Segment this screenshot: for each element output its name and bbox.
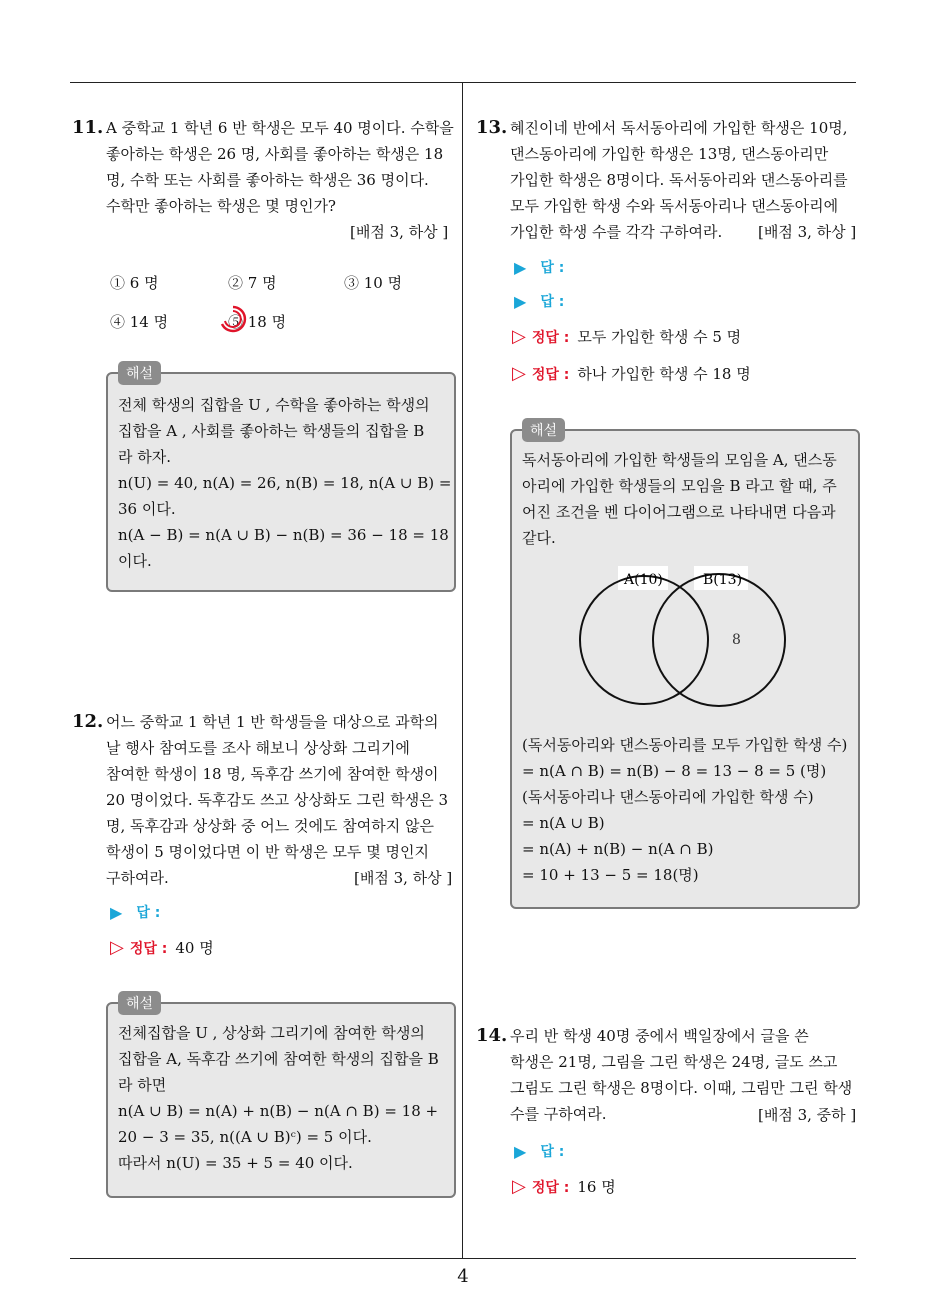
choice-5[interactable]: ⑤ 18 명: [228, 313, 287, 331]
answer-row-13a[interactable]: [514, 257, 564, 277]
q14-line: 수를 구하여라.: [510, 1105, 607, 1123]
sol-line: (독서동아리와 댄스동아리를 모두 가입한 학생 수): [522, 736, 848, 754]
answer-row-13b[interactable]: [514, 291, 564, 311]
question-12-text: [106, 709, 448, 891]
correct-value: 16 명: [577, 1178, 616, 1196]
sol-line: n(A − B) = n(A ∪ B) − n(B) = 36 − 18 = 18: [118, 526, 449, 544]
sol-line: 전체집합을 U , 상상화 그리기에 참여한 학생의: [118, 1024, 425, 1042]
correct-value: 40 명: [175, 939, 214, 957]
sol-line: 이다.: [118, 552, 152, 570]
q13-line: 가입한 학생 수를 각각 구하여라.: [510, 223, 723, 241]
sol-line: 같다.: [522, 529, 556, 547]
question-13-score: [배점 3, 하상 ]: [758, 223, 857, 241]
correct-answer-row-13a: [512, 326, 741, 347]
correct-answer-row-12: [110, 937, 214, 958]
correct-label: 정답 :: [531, 1179, 570, 1196]
q12-line: 날 행사 참여도를 조사 해보니 상상화 그리기에: [106, 739, 410, 757]
answer-label: 답 :: [540, 294, 565, 310]
bottom-rule: [70, 1258, 856, 1259]
filled-triangle-icon: ▶: [514, 257, 527, 277]
question-11-number: 11.: [72, 117, 104, 138]
sol-line: n(A ∪ B) = n(A) + n(B) − n(A ∩ B) = 18 +: [118, 1102, 439, 1120]
answer-row-14[interactable]: [514, 1141, 564, 1161]
correct-answer-row-14: [512, 1176, 616, 1197]
answer-row-12[interactable]: [110, 902, 160, 922]
sol-line: = 10 + 13 − 5 = 18(명): [522, 866, 699, 884]
question-11-score: [배점 3, 하상 ]: [350, 223, 449, 241]
choice-1[interactable]: ① 6 명: [110, 274, 159, 292]
q13-line: 모두 가입한 학생 수와 독서동아리나 댄스동아리에: [510, 197, 839, 215]
sol-line: 따라서 n(U) = 35 + 5 = 40 이다.: [118, 1154, 353, 1172]
column-divider: [462, 82, 463, 1258]
sol-line: 36 이다.: [118, 500, 176, 518]
sol-line: 라 하면: [118, 1076, 167, 1094]
solution-tag: 해설: [522, 418, 565, 442]
filled-triangle-icon: ▶: [514, 1141, 527, 1161]
venn-b-only-value: 8: [732, 632, 741, 648]
q13-line: 댄스동아리에 가입한 학생은 13명, 댄스동아리만: [510, 145, 829, 163]
question-11-text: [106, 115, 454, 219]
question-12-score: [배점 3, 하상 ]: [354, 869, 453, 887]
q12-line: 20 명이었다. 독후감도 쓰고 상상화도 그린 학생은 3: [106, 791, 449, 809]
sol-line: 독서동아리에 가입한 학생들의 모임을 A, 댄스동: [522, 451, 837, 469]
q12-line: 학생이 5 명이었다면 이 반 학생은 모두 몇 명인지: [106, 843, 429, 861]
sol-line: = n(A) + n(B) − n(A ∩ B): [522, 840, 714, 858]
sol-line: 아리에 가입한 학생들의 모임을 B 라고 할 때, 주: [522, 477, 837, 495]
q14-line: 학생은 21명, 그림을 그린 학생은 24명, 글도 쓰고: [510, 1053, 838, 1071]
q11-line: A 중학교 1 학년 6 반 학생은 모두 40 명이다. 수학을: [106, 119, 454, 137]
answer-label: 답 :: [540, 260, 565, 276]
outline-triangle-icon: ▷: [512, 326, 526, 347]
correct-label: 정답 :: [531, 366, 570, 383]
venn-label-b: B(13): [703, 572, 743, 588]
answer-label: 답 :: [136, 905, 161, 921]
sol-line: (독서동아리나 댄스동아리에 가입한 학생 수): [522, 788, 814, 806]
solution-tag: 해설: [118, 991, 161, 1015]
venn-circle-a: [580, 576, 708, 704]
selected-answer-circle-icon: [218, 304, 248, 334]
sol-line: 집합을 A , 사회를 좋아하는 학생들의 집합을 B: [118, 422, 425, 440]
answer-label: 답 :: [540, 1144, 565, 1160]
correct-value: 모두 가입한 학생 수 5 명: [577, 328, 742, 346]
sol-line: 전체 학생의 집합을 U , 수학을 좋아하는 학생의: [118, 396, 430, 414]
venn-circle-b: [653, 574, 785, 706]
solution-12-text: [118, 1020, 439, 1176]
choice-2[interactable]: ② 7 명: [228, 274, 277, 292]
choice-3[interactable]: ③ 10 명: [344, 274, 403, 292]
q14-line: 그림도 그린 학생은 8명이다. 이때, 그림만 그린 학생: [510, 1079, 853, 1097]
sol-line: 20 − 3 = 35, n((A ∪ B)ᶜ) = 5 이다.: [118, 1128, 372, 1146]
q11-line: 좋아하는 학생은 26 명, 사회를 좋아하는 학생은 18: [106, 145, 444, 163]
q12-line: 참여한 학생이 18 명, 독후감 쓰기에 참여한 학생이: [106, 765, 439, 783]
correct-label: 정답 :: [531, 329, 570, 346]
solution-13-calc: [522, 732, 847, 888]
question-14-score: [배점 3, 중하 ]: [758, 1106, 857, 1124]
question-13-number: 13.: [476, 117, 508, 138]
q14-line: 우리 반 학생 40명 중에서 백일장에서 글을 쓴: [510, 1027, 809, 1045]
sol-line: = n(A ∩ B) = n(B) − 8 = 13 − 8 = 5 (명): [522, 762, 827, 780]
filled-triangle-icon: ▶: [514, 291, 527, 311]
q12-line: 구하여라.: [106, 869, 169, 887]
solution-11-text: [118, 392, 451, 574]
q13-line: 혜진이네 반에서 독서동아리에 가입한 학생은 10명,: [510, 119, 848, 137]
venn-diagram: [576, 564, 792, 712]
q12-line: 어느 중학교 1 학년 1 반 학생들을 대상으로 과학의: [106, 713, 439, 731]
question-12-number: 12.: [72, 711, 104, 732]
q12-line: 명, 독후감과 상상화 중 어느 것에도 참여하지 않은: [106, 817, 434, 835]
sol-line: n(U) = 40, n(A) = 26, n(B) = 18, n(A ∪ B) =: [118, 474, 452, 492]
top-rule: [70, 82, 856, 83]
question-14-number: 14.: [476, 1025, 508, 1046]
venn-label-a: A(10): [624, 572, 663, 588]
sol-line: 집합을 A, 독후감 쓰기에 참여한 학생의 집합을 B: [118, 1050, 439, 1068]
sol-line: 라 하자.: [118, 448, 172, 466]
correct-answer-row-13b: [512, 363, 751, 384]
filled-triangle-icon: ▶: [110, 902, 123, 922]
correct-value: 하나 가입한 학생 수 18 명: [577, 365, 751, 383]
solution-13-intro: [522, 447, 837, 551]
page-number: 4: [457, 1266, 469, 1287]
sol-line: = n(A ∪ B): [522, 814, 605, 832]
q13-line: 가입한 학생은 8명이다. 독서동아리와 댄스동아리를: [510, 171, 848, 189]
sol-line: 어진 조건을 벤 다이어그램으로 나타내면 다음과: [522, 503, 836, 521]
q11-line: 명, 수학 또는 사회를 좋아하는 학생은 36 명이다.: [106, 171, 429, 189]
choice-4[interactable]: ④ 14 명: [110, 313, 169, 331]
outline-triangle-icon: ▷: [110, 937, 124, 958]
outline-triangle-icon: ▷: [512, 363, 526, 384]
q11-line: 수학만 좋아하는 학생은 몇 명인가?: [106, 197, 336, 215]
correct-label: 정답 :: [129, 940, 168, 957]
solution-tag: 해설: [118, 361, 161, 385]
outline-triangle-icon: ▷: [512, 1176, 526, 1197]
